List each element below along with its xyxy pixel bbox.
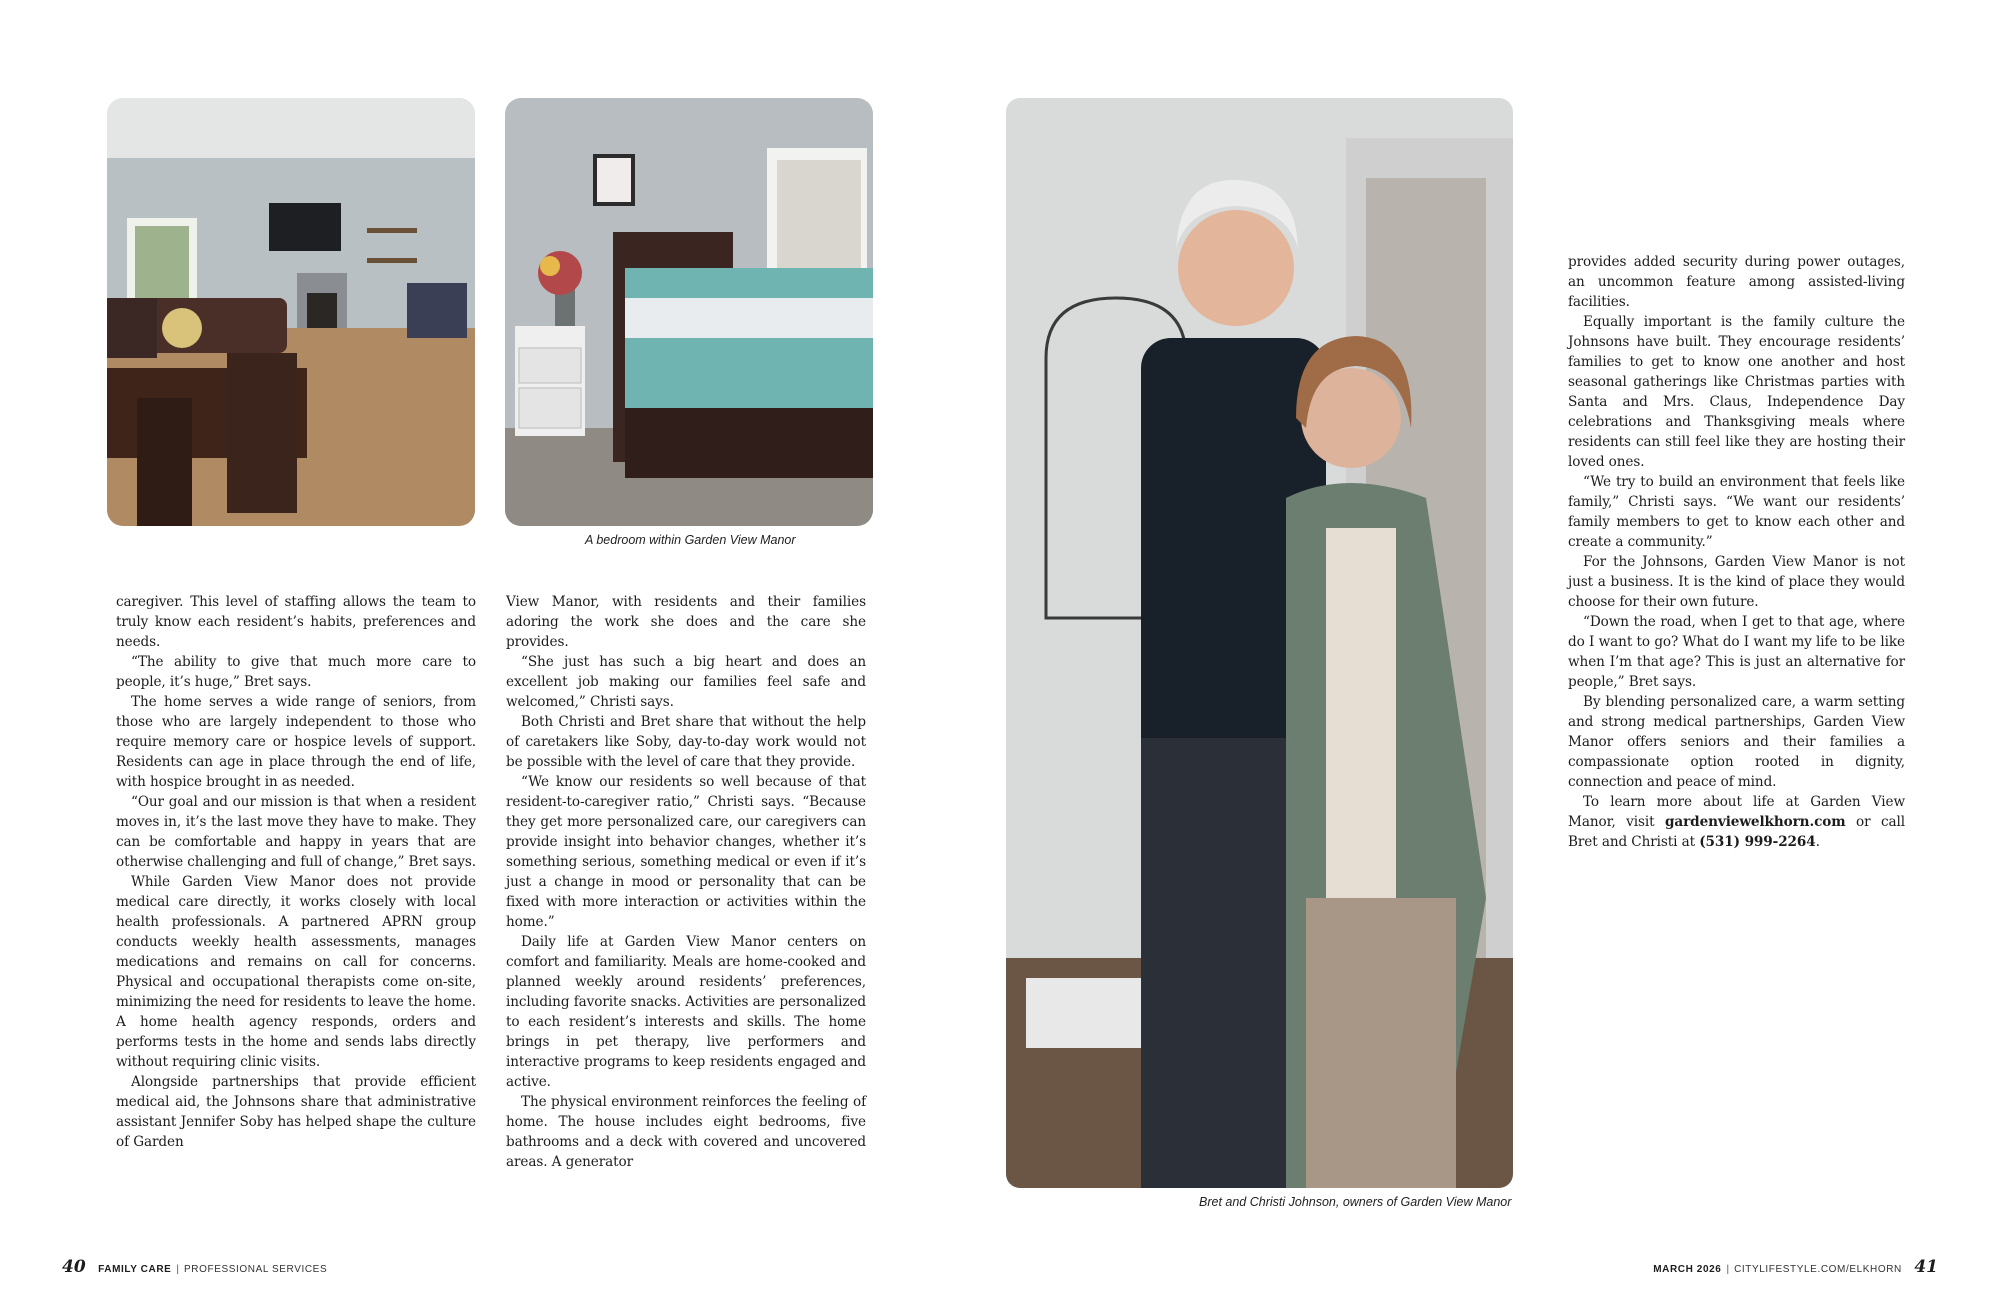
- paragraph: Daily life at Garden View Manor centers on comfort and familiarity. Meals are home-cooked and planned weekly around residents’ preferences, including favorite snacks. Activities are personalized to each resident’s interests and skills. The home brings in pet therapy, live performers and interactive programs to keep residents engaged and active.: [506, 934, 866, 1090]
- paragraph: provides added security during power outages, an uncommon feature among assisted-living facilities.: [1568, 254, 1905, 310]
- living-room-photo: [107, 98, 475, 526]
- paragraph: “She just has such a big heart and does an excellent job making our families feel safe and welcomed,” Christi says.: [506, 654, 866, 710]
- footer-left: [62, 1257, 327, 1277]
- paragraph: View Manor, with residents and their families adoring the work she does and the care she provides.: [506, 594, 866, 650]
- section-subtitle: PROFESSIONAL SERVICES: [184, 1264, 328, 1275]
- footer-website: CITYLIFESTYLE.COM/ELKHORN: [1734, 1264, 1902, 1275]
- article-column-1: [116, 592, 476, 1152]
- paragraph: The home serves a wide range of seniors, from those who are largely independent to those who require memory care or hospice levels of support. Residents can age in place through the end of life, with hospice brought in as needed.: [116, 694, 476, 790]
- page-number-right: 41: [1914, 1257, 1938, 1277]
- paragraph: “We know our residents so well because of that resident-to-caregiver ratio,” Christi says. “Because they get more personalized care, our caregivers can provide insight into behavior changes, whether it’s something serious, something medical or even if it’s just a change in mood or personality that can be fixed with more interaction or activities within the home.”: [506, 774, 866, 930]
- bedroom-photo-caption: A bedroom within Garden View Manor: [585, 533, 796, 547]
- paragraph: For the Johnsons, Garden View Manor is not just a business. It is the kind of place they would choose for their own future.: [1568, 554, 1905, 610]
- closing-paragraph: [1568, 792, 1905, 852]
- section-name: FAMILY CARE: [98, 1264, 172, 1275]
- paragraph: “Down the road, when I get to that age, where do I want to go? What do I want my life to be like when I’m that age? This is just an alternative for people,” Bret says.: [1568, 614, 1905, 690]
- page-number-left: 40: [62, 1257, 86, 1277]
- footer-separator: |: [176, 1264, 180, 1275]
- paragraph: Alongside partnerships that provide efficient medical aid, the Johnsons share that administrative assistant Jennifer Soby has helped shape the culture of Garden: [116, 1074, 476, 1150]
- owners-photo-caption: Bret and Christi Johnson, owners of Garden View Manor: [1199, 1195, 1512, 1209]
- issue-date: MARCH 2026: [1653, 1264, 1722, 1275]
- article-column-3: [1568, 252, 1905, 852]
- owners-portrait-photo: [1006, 98, 1513, 1188]
- paragraph: caregiver. This level of staffing allows the team to truly know each resident’s habits, preferences and needs.: [116, 594, 476, 650]
- phone-number: (531) 999-2264: [1699, 834, 1816, 850]
- paragraph: Equally important is the family culture the Johnsons have built. They encourage residents’ families to get to know one another and host seasonal gatherings like Christmas parties with Santa and Mrs. Claus, Independence Day celebrations and Thanksgiving meals where residents can still feel like they are hosting their loved ones.: [1568, 314, 1905, 470]
- footer-right: [1653, 1257, 1938, 1277]
- paragraph: “The ability to give that much more care to people, it’s huge,” Bret says.: [116, 654, 476, 690]
- paragraph: While Garden View Manor does not provide medical care directly, it works closely with local health professionals. A partnered APRN group conducts weekly health assessments, manages medications and remains on call for concerns. Physical and occupational therapists come on-site, minimizing the need for residents to leave the home. A home health agency responds, orders and performs tests in the home and sends labs directly without requiring clinic visits.: [116, 874, 476, 1070]
- paragraph: “We try to build an environment that feels like family,” Christi says. “We want our residents’ family members to get to know each other and create a community.”: [1568, 474, 1905, 550]
- closing-text: To learn more about life at Garden View Manor, visit: [1568, 794, 1905, 830]
- bedroom-photo: [505, 98, 873, 526]
- paragraph: The physical environment reinforces the feeling of home. The house includes eight bedrooms, five bathrooms and a deck with covered and uncovered areas. A generator: [506, 1094, 866, 1170]
- closing-text: or call Bret and Christi at: [1568, 814, 1905, 850]
- paragraph: “Our goal and our mission is that when a resident moves in, it’s the last move they have to make. They can be comfortable and happy in years that are otherwise challenging and full of change,” Bret says.: [116, 794, 476, 870]
- paragraph: Both Christi and Bret share that without the help of caretakers like Soby, day-to-day work would not be possible with the level of care that they provide.: [506, 714, 866, 770]
- footer-separator: |: [1726, 1264, 1730, 1275]
- article-column-2: [506, 592, 866, 1172]
- closing-text: .: [1815, 834, 1820, 850]
- website-link[interactable]: gardenviewelkhorn.com: [1665, 814, 1846, 830]
- paragraph: By blending personalized care, a warm setting and strong medical partnerships, Garden View Manor offers seniors and their families a compassionate option rooted in dignity, connection and peace of mind.: [1568, 694, 1905, 790]
